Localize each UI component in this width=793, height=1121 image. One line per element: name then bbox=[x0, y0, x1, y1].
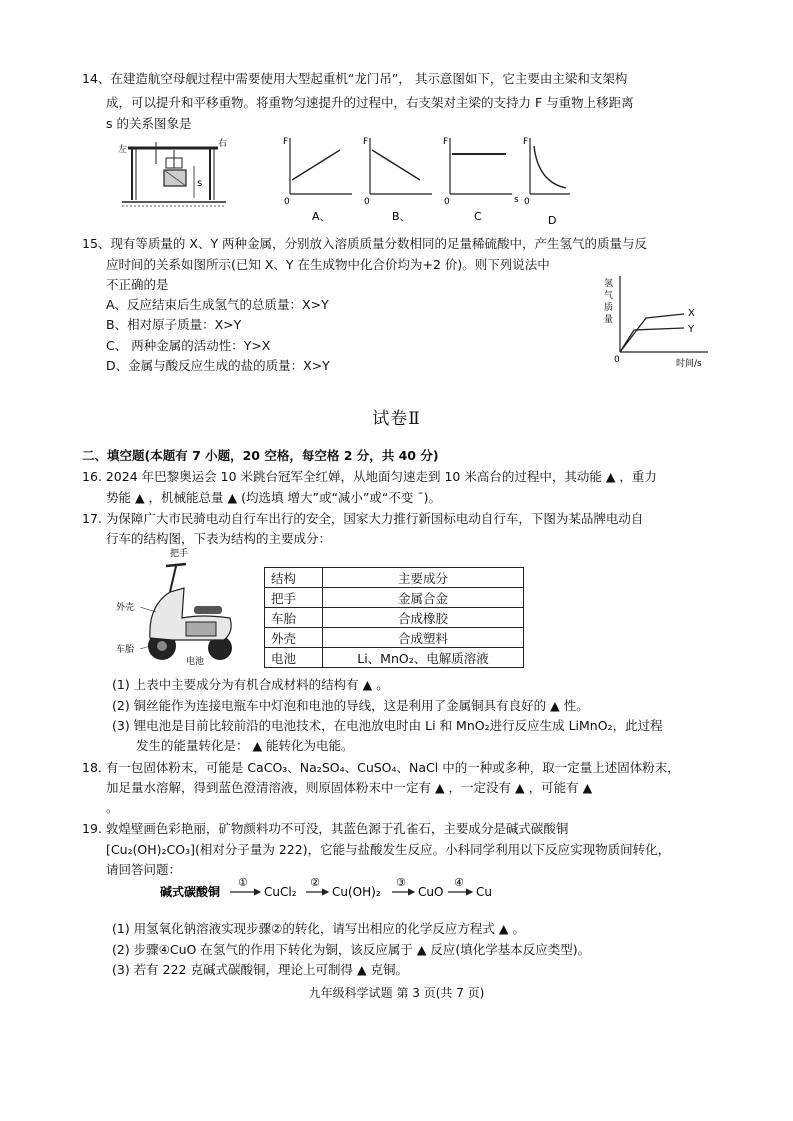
graph-b bbox=[363, 137, 432, 223]
svg-text:s: s bbox=[514, 195, 519, 205]
section-heading: 二、填空题(本题有 7 小题，20 空格，每空格 2 分，共 40 分) bbox=[82, 448, 439, 463]
q16-line2: 势能 ▲ ，机械能总量 ▲ (均选填 增大”或“减小”或“不变 ˉ)。 bbox=[106, 490, 441, 505]
table-cell: 电池 bbox=[265, 648, 323, 668]
table-cell: 金属合金 bbox=[323, 588, 524, 608]
reaction-chain bbox=[160, 874, 520, 906]
crane-label-s: s bbox=[197, 178, 203, 189]
table-header-row bbox=[265, 568, 524, 588]
table-cell: 车胎 bbox=[265, 608, 323, 628]
svg-text:F: F bbox=[523, 137, 529, 147]
q17-sub1: (1) 上表中主要成分为有机合成材料的结构有 ▲ 。 bbox=[112, 677, 389, 692]
table-row bbox=[265, 608, 524, 628]
q17-line1: 17. 为保障广大市民骑电动自行车出行的安全，国家大力推行新国标电动自行车，下图为某品牌电动自 bbox=[82, 511, 644, 526]
q17-sub3b: 发生的能量转化是： ▲ 能转化为电能。 bbox=[136, 738, 354, 753]
table-cell: 外壳 bbox=[265, 628, 323, 648]
bike-label-handle: 把手 bbox=[170, 549, 189, 559]
bike-label-shell: 外壳 bbox=[116, 603, 135, 613]
svg-text:量: 量 bbox=[604, 315, 614, 325]
q19-sub2: (2) 步骤④CuO 在氢气的作用下转化为铜，该反应属于 ▲ 反应(填化学基本反应类型)。 bbox=[112, 942, 591, 957]
svg-text:0: 0 bbox=[284, 197, 290, 207]
composition-table bbox=[264, 567, 524, 668]
q17-sub2: (2) 铜丝能作为连接电瓶车中灯泡和电池的导线，这是利用了金属铜具有良好的 ▲ 性。 bbox=[112, 698, 589, 713]
q14-option-graphs bbox=[280, 132, 570, 224]
table-header: 主要成分 bbox=[323, 568, 524, 588]
svg-text:0: 0 bbox=[364, 197, 370, 207]
svg-text:气: 气 bbox=[604, 291, 614, 301]
chain-malachite: 碱式碳酸铜 bbox=[160, 885, 221, 899]
q15-option-d: D、金属与酸反应生成的盐的质量：X>Y bbox=[106, 358, 330, 373]
q16-line1: 16. 2024 年巴黎奥运会 10 米跳台冠军全红婵，从地面匀速走到 10 米高台的过程中，其动能 ▲ ，重力 bbox=[82, 469, 657, 484]
svg-text:F: F bbox=[363, 137, 369, 147]
svg-text:时间/s: 时间/s bbox=[676, 359, 702, 369]
step-4: ④ bbox=[454, 876, 464, 889]
page-footer: 九年级科学试题 第 3 页(共 7 页) bbox=[308, 986, 485, 1000]
q17-sub3a: (3) 锂电池是目前比较前沿的电池技术，在电池放电时由 Li 和 MnO₂进行反应生成 LiMnO₂，此过程 bbox=[112, 718, 663, 733]
table-row bbox=[265, 628, 524, 648]
q19-line2: [Cu₂(OH)₂CO₃](相对分子量为 222)，它能与盐酸发生反应。小科同学利用以下反应实现物质间转化， bbox=[106, 842, 671, 857]
crane-label-right: 右 bbox=[218, 139, 228, 149]
step-1: ① bbox=[238, 876, 248, 889]
q18-line2: 加足量水溶解，得到蓝色澄清溶液，则原固体粉末中一定有 ▲ ，一定没有 ▲ ，可能有 ▲ bbox=[106, 780, 593, 795]
option-a-label: A、 bbox=[312, 210, 331, 223]
bike-label-battery: 电池 bbox=[186, 657, 205, 667]
table-cell: Li、MnO₂、电解质溶液 bbox=[323, 648, 524, 668]
q15-line3: 不正确的是 bbox=[106, 277, 169, 292]
graph-c bbox=[443, 137, 519, 223]
q14-line3: s 的关系图象是 bbox=[106, 116, 192, 131]
graph-a bbox=[283, 137, 352, 223]
q19-line1: 19. 敦煌壁画色彩艳丽，矿物颜料功不可没，其蓝色源于孔雀石，主要成分是碱式碳酸铜 bbox=[82, 821, 569, 836]
bike-label-tire: 车胎 bbox=[116, 645, 135, 655]
chain-cucl2: CuCl₂ bbox=[264, 885, 297, 899]
crane-figure bbox=[118, 136, 248, 210]
q14-line1: 14、在建造航空母舰过程中需要使用大型起重机“龙门吊”， 其示意图如下，它主要由主梁和支架构 bbox=[82, 71, 628, 86]
svg-text:F: F bbox=[443, 137, 449, 147]
chain-cuoh2: Cu(OH)₂ bbox=[332, 885, 381, 899]
q15-option-c: C、 两种金属的活动性：Y>X bbox=[106, 338, 271, 353]
e-bike-figure bbox=[112, 548, 242, 668]
q19-sub1: (1) 用氢氧化钠溶液实现步骤②的转化，请写出相应的化学反应方程式 ▲ 。 bbox=[112, 921, 525, 936]
q15-option-a: A、反应结束后生成氢气的总质量：X>Y bbox=[106, 297, 329, 312]
series-x-label: X bbox=[688, 308, 695, 319]
svg-text:0: 0 bbox=[524, 197, 530, 207]
table-cell: 合成塑料 bbox=[323, 628, 524, 648]
table-cell: 合成橡胶 bbox=[323, 608, 524, 628]
q14-line2: 成，可以提升和平移重物。将重物匀速提升的过程中，右支架对主梁的支持力 F 与重物上移距离 bbox=[106, 95, 634, 110]
series-y-label: Y bbox=[688, 324, 695, 335]
table-cell: 把手 bbox=[265, 588, 323, 608]
table-header: 结构 bbox=[265, 568, 323, 588]
svg-text:质: 质 bbox=[604, 303, 614, 313]
q17-line2: 行车的结构图，下表为结构的主要成分： bbox=[106, 531, 332, 546]
table-row bbox=[265, 648, 524, 668]
svg-text:F: F bbox=[283, 137, 289, 147]
graph-d bbox=[523, 137, 570, 224]
option-c-label: C bbox=[474, 210, 482, 223]
table-row bbox=[265, 588, 524, 608]
chain-cuo: CuO bbox=[418, 885, 444, 899]
option-d-label: D bbox=[548, 214, 557, 224]
svg-text:0: 0 bbox=[614, 355, 620, 365]
step-2: ② bbox=[310, 876, 320, 889]
q19-sub3: (3) 若有 222 克碱式碳酸铜，理论上可制得 ▲ 克铜。 bbox=[112, 962, 409, 977]
step-3: ③ bbox=[396, 876, 406, 889]
q15-line2: 应时间的关系如图所示(已知 X、Y 在生成物中化合价均为+2 价)。则下列说法中 bbox=[106, 257, 550, 272]
svg-text:氢: 氢 bbox=[604, 279, 614, 289]
chain-cu: Cu bbox=[476, 885, 492, 899]
option-b-label: B、 bbox=[392, 210, 411, 223]
hydrogen-graph bbox=[604, 272, 714, 372]
q18-line3: 。 bbox=[106, 800, 119, 815]
q19-line3: 请回答问题： bbox=[106, 862, 182, 877]
svg-text:0: 0 bbox=[444, 197, 450, 207]
q15-line1: 15、现有等质量的 X、Y 两种金属，分别放入溶质质量分数相同的足量稀硫酸中，产生氢气的质量与反 bbox=[82, 236, 648, 251]
q15-option-b: B、相对原子质量：X>Y bbox=[106, 317, 242, 332]
section-title: 试卷Ⅱ bbox=[372, 409, 421, 429]
q18-line1: 18. 有一包固体粉末，可能是 CaCO₃、Na₂SO₄、CuSO₄、NaCl 中的一种或多种，取一定量上述固体粉末， bbox=[82, 760, 680, 775]
crane-label-left: 左 bbox=[118, 145, 128, 155]
